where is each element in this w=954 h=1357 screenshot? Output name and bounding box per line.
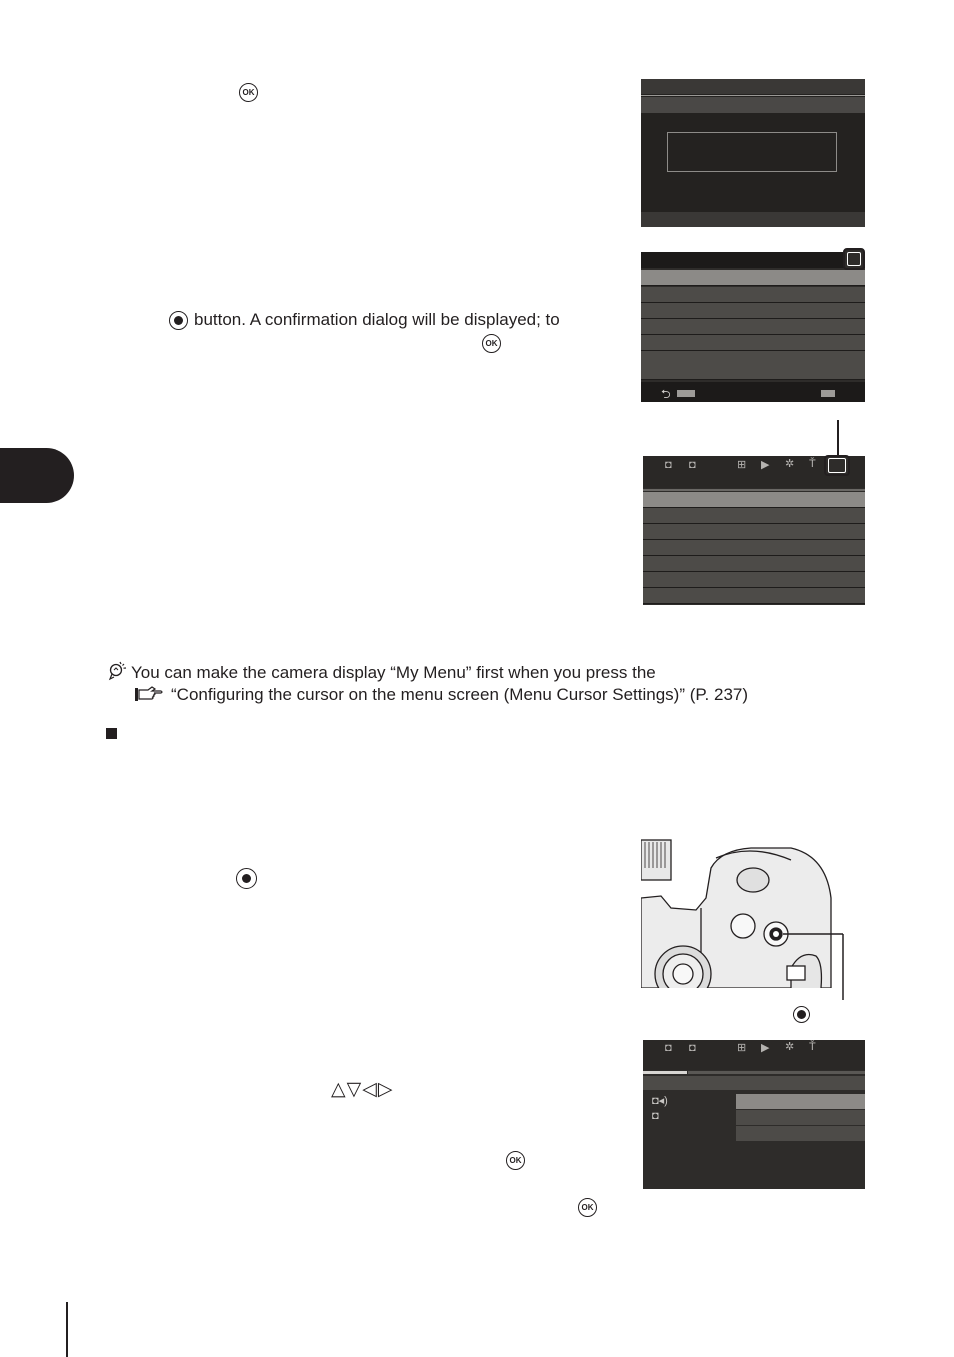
shooting-menu-1-icon: ◘ xyxy=(665,459,672,471)
camera-body-illustration xyxy=(641,838,866,1028)
ok-button-icon: OK xyxy=(578,1198,597,1217)
custom-menu-icon: ✲ xyxy=(785,458,795,470)
bookmark-button-icon xyxy=(236,868,257,889)
direction-arrows: △▽◁▷ xyxy=(331,1079,394,1100)
camera-icon: ◘ xyxy=(652,1110,659,1122)
setup-menu-icon: Ť xyxy=(809,458,816,470)
back-arrow-icon: ⮌ xyxy=(661,387,671,401)
camera-screen-menu-tabs xyxy=(643,456,865,605)
square-bullet-icon xyxy=(106,728,117,739)
shooting-menu-1-icon: ◘ xyxy=(665,1042,672,1054)
shooting-menu-2-icon: ◘ xyxy=(689,1042,696,1054)
hint-line1: You can make the camera display “My Menu” first when you press the xyxy=(131,663,656,682)
video-menu-icon: ⊞ xyxy=(737,459,747,471)
dialog-box xyxy=(667,132,837,172)
ok-button-icon: OK xyxy=(506,1151,525,1170)
callout-line xyxy=(837,420,839,458)
playback-menu-icon: ▶ xyxy=(761,459,770,471)
shooting-menu-2-icon: ◘ xyxy=(689,459,696,471)
custom-menu-icon: ✲ xyxy=(785,1041,795,1053)
ok-button-icon: OK xyxy=(482,334,501,353)
camera-sound-icon: ◘◂) xyxy=(652,1095,668,1107)
setup-menu-icon: Ť xyxy=(809,1041,816,1053)
video-menu-icon: ⊞ xyxy=(737,1042,747,1054)
pointing-hand-reference-icon xyxy=(134,685,164,703)
step-b-line1: button. A confirmation dialog will be displayed; to xyxy=(194,310,560,329)
hint-lightbulb-icon xyxy=(107,660,129,682)
camera-screen-mymenu-list xyxy=(641,252,865,402)
camera-screen-submenu xyxy=(643,1040,865,1189)
bookmark-button-icon xyxy=(793,1006,810,1023)
hint-line2: “Configuring the cursor on the menu screen (Menu Cursor Settings)” (P. 237) xyxy=(171,685,749,704)
camera-screen-dialog xyxy=(641,79,865,227)
page-margin-rule xyxy=(66,1302,68,1357)
playback-menu-icon: ▶ xyxy=(761,1042,770,1054)
chapter-tab xyxy=(0,448,74,503)
bookmark-button-icon xyxy=(169,311,188,330)
ok-button-icon: OK xyxy=(239,83,258,102)
